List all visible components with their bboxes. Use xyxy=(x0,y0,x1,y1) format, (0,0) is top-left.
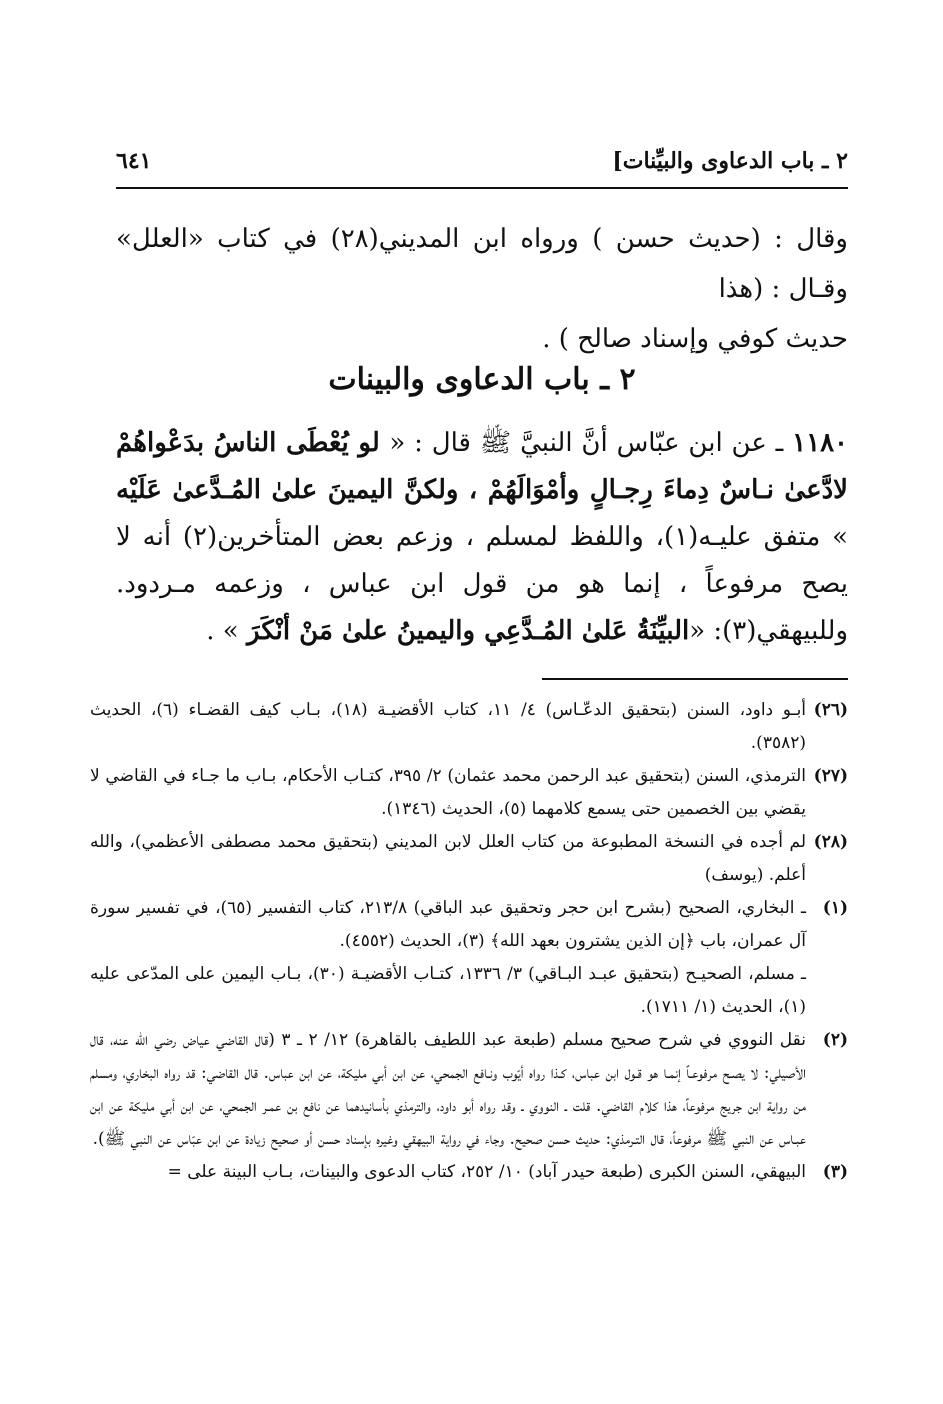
hadith-text-part-3: » . xyxy=(206,616,247,646)
footnote-text: الترمذي، السنن (بتحقيق عبد الرحمن محمد عثمان) ٢/ ٣٩٥، كتـاب الأحكام، بـاب ما جـاء في القاضي لا يقضي بين الخصمين حتى يسمع كلامهما (٥)، الحديث (١٣٤٦). xyxy=(90,766,807,819)
footnote-26 xyxy=(90,694,848,760)
chapter-label: ٢ ـ باب الدعاوى والبيِّنات] xyxy=(612,148,848,174)
intro-line-1: وقال : (حديث حسن ) ورواه ابن المديني(٢٨) في كتاب «العلل» وقـال : (هذا xyxy=(116,224,848,304)
header-rule xyxy=(116,187,848,189)
footnote-mark: (٢٦) xyxy=(813,700,848,720)
footnote-text: البيهقي، السنن الكبرى (طبعة حيدر آباد) ١٠/ ٢٥٢، كتاب الدعوى والبينات، بـاب البينة على = xyxy=(167,1162,806,1182)
running-header xyxy=(116,148,848,174)
footnote-28 xyxy=(90,826,848,892)
footnote-text: نقل النووي في شرح صحيح مسلم (طبعة عبد اللطيف بالقاهرة) ١٢/ ٢ ـ ٣ (قال القاضي عياض رضي الله عنه، قال الأصيلي: لا يصـح مرفوعـاً إنمـا هو قـول ابن عباس، كـذا رواه أيّوب ونـافع الجمحي، عن ابن أبي مليكة، عن ابن عباس. قال القاضي: قد رواه البخاري، ومسلم من رواية ابن جريج مرفوعاً، هذا كلام القاضي. قلت ـ النووي ـ وقد رواه أبو داود، والترمذي بأسانيدهما عن نافع بن عمـر الجمحي، عن ابن أبي مليكة عن ابن عبـاس عن النبي ﷺ مرفوعاً، قال التـرمذي: حديث حسن صحيح. وجاء في رواية البيهقي وغيره بإسناد حسن أو صحيح زيادة عن ابن عبّاس عن النبي ﷺ). xyxy=(90,1030,806,1149)
footnote-mark: (٢) xyxy=(822,1030,848,1050)
hadith-number: ١١٨٠ xyxy=(792,428,848,458)
footnote-1 xyxy=(90,892,848,1024)
hadith-text-part-1: ـ عن ابن عبّاس أنَّ النبيَّ ﷺ قال : « xyxy=(389,428,793,458)
footnote-mark: (٣) xyxy=(822,1162,848,1182)
footnote-text: أبـو داود، السنن (بتحقيق الدعّـاس) ٤/ ١١، كتاب الأقضيـة (١٨)، بـاب كيف القضـاء (٦)، الحديث (٣٥٨٢). xyxy=(90,700,807,753)
hadith-paragraph xyxy=(116,420,848,655)
footnote-27 xyxy=(90,760,848,826)
footnote-mark: (١) xyxy=(822,898,848,918)
hadith-text-part-2: » متفق عليـه(١)، واللفظ لمسلم ، وزعم بعض المتأخرين(٢) أنه لا يصح مرفوعاً ، إنما هو من قول ابن عباس ، وزعمه مـردود. وللبيهقي(٣): « xyxy=(116,522,848,646)
footnote-mark: (٢٨) xyxy=(813,832,848,852)
hadith-bayhaqi-matn: البيِّنَةُ عَلىٰ المُـدَّعِي واليمينُ علىٰ مَنْ أنْكَرَ xyxy=(246,616,690,646)
footnote-3 xyxy=(90,1156,848,1189)
footnotes xyxy=(90,694,848,1189)
intro-paragraph xyxy=(116,214,848,364)
footnote-mark: (٢٧) xyxy=(813,766,848,786)
footnote-bukhari: ـ البخاري، الصحيح (بشرح ابن حجر وتحقيق عبد الباقي) ٢١٣/٨، كتاب التفسير (٦٥)، في تفسير سورة آل عمران، باب ﴿إن الذين يشترون بعهد الله﴾ (٣)، الحديث (٤٥٥٢). xyxy=(90,898,807,951)
footnote-text: لم أجده في النسخة المطبوعة من كتاب العلل لابن المديني (بتحقيق محمد مصطفى الأعظمي)، والله أعلم. (يوسف) xyxy=(90,832,806,885)
page-number: ٦٤١ xyxy=(116,148,152,174)
intro-line-2: حديث كوفي وإسناد صالح ) . xyxy=(542,324,848,354)
footnote-text xyxy=(90,892,806,1024)
hadith-matn: لو يُعْطَى الناسُ بدَعْواهُمْ لادَّعىٰ نـاسٌ دِماءَ رِجـالٍ وأمْوَالَهُمْ ، ولكنَّ اليمينَ علىٰ المُـدَّعىٰ عَلَيْه xyxy=(116,428,848,505)
footnote-muslim: ـ مسلم، الصحيـح (بتحقيق عبـد البـاقي) ٣/ ١٣٣٦، كتـاب الأقضيـة (٣٠)، بـاب اليمين على المدّعى عليه (١)، الحديث (١/ ١٧١١). xyxy=(90,964,807,1017)
footnote-2 xyxy=(90,1024,848,1156)
footnote-separator xyxy=(542,678,848,680)
chapter-title: ٢ ـ باب الدعاوى والبينات xyxy=(328,362,636,397)
